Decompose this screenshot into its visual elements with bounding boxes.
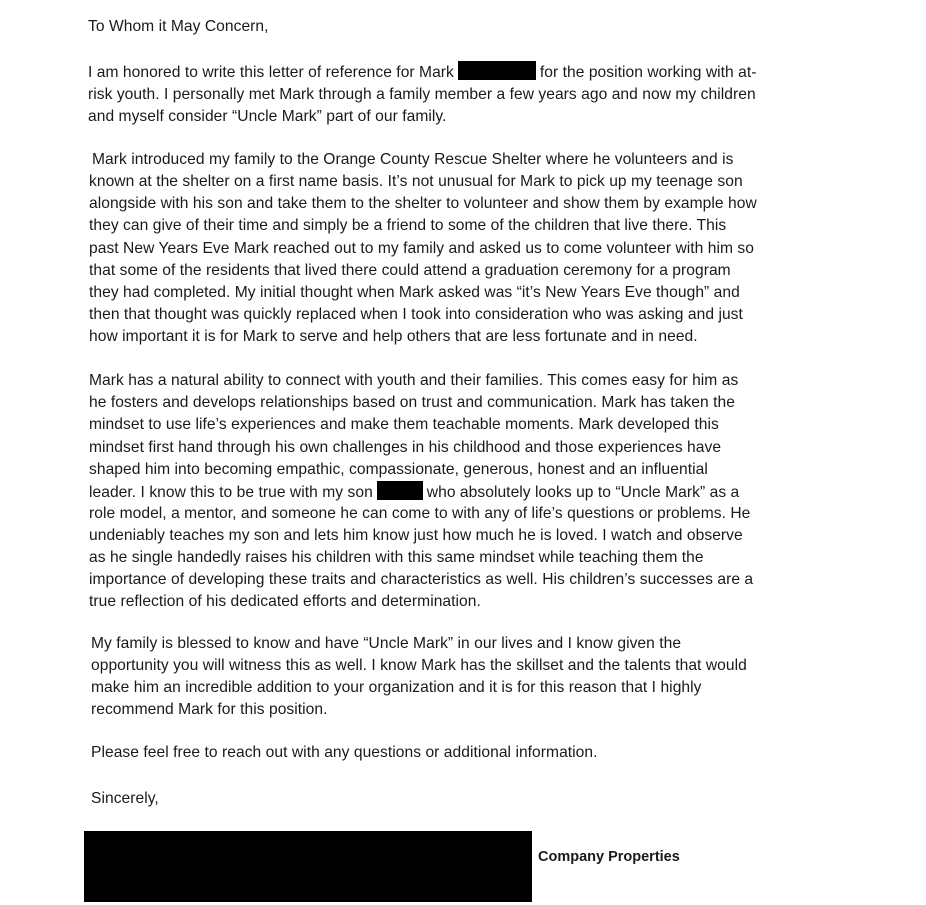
- paragraph-3-line-6-start: leader. I know this to be true with my son: [89, 484, 373, 501]
- paragraph-3-line-11: true reflection of his dedicated efforts and determination.: [89, 593, 481, 610]
- paragraph-2-line-8: then that thought was quickly replaced when I took into consideration who was asking and just: [89, 306, 743, 323]
- paragraph-3-line-1: Mark has a natural ability to connect with youth and their families. This comes easy for him as: [89, 372, 739, 389]
- paragraph-2-line-6: that some of the residents that lived there could attend a graduation ceremony for a program: [89, 262, 731, 279]
- paragraph-1-line-1-end: for the position working with at-: [539, 64, 757, 81]
- paragraph-1-line-3: and myself consider “Uncle Mark” part of our family.: [88, 108, 447, 125]
- paragraph-3-line-6-end: who absolutely looks up to “Uncle Mark” as a: [426, 484, 740, 501]
- paragraph-2-line-4: they can give of their time and simply be a friend to some of the children that live there. This: [89, 217, 727, 234]
- paragraph-2-line-1: Mark introduced my family to the Orange County Rescue Shelter where he volunteers and is: [92, 151, 734, 168]
- paragraph-5: Please feel free to reach out with any questions or additional information.: [91, 744, 598, 761]
- paragraph-3-line-2: he fosters and develops relationships based on trust and communication. Mark has taken the: [89, 394, 735, 411]
- paragraph-3-line-5: shaped him into becoming empathic, compassionate, generous, honest and an influential: [89, 461, 708, 478]
- closing: Sincerely,: [91, 790, 159, 807]
- redacted-signature-block: [84, 831, 532, 902]
- paragraph-1-line-1: [88, 61, 757, 84]
- paragraph-3-line-3: mindset to use life’s experiences and make them teachable moments. Mark developed this: [89, 416, 719, 433]
- paragraph-3-line-10: importance of developing these traits and characteristics as well. His children’s successes are a: [89, 571, 754, 588]
- redacted-surname: [458, 61, 536, 80]
- paragraph-4-line-3: make him an incredible addition to your organization and it is for this reason that I highly: [91, 679, 702, 696]
- paragraph-4-line-4: recommend Mark for this position.: [91, 701, 328, 718]
- paragraph-3-line-8: undeniably teaches my son and lets him know just how much he is loved. I watch and observe: [89, 527, 743, 544]
- paragraph-3-line-9: as he single handedly raises his children with this same mindset while teaching them the: [89, 549, 704, 566]
- paragraph-2-line-2: known at the shelter on a first name basis. It’s not unusual for Mark to pick up my teenage son: [89, 173, 743, 190]
- paragraph-1-line-2: risk youth. I personally met Mark through a family member a few years ago and now my children: [88, 86, 756, 103]
- paragraph-1-line-1-start: I am honored to write this letter of reference for Mark: [88, 64, 454, 81]
- paragraph-2-line-3: alongside with his son and take them to the shelter to volunteer and show them by example how: [89, 195, 757, 212]
- redacted-son-name: [377, 481, 423, 500]
- salutation: To Whom it May Concern,: [88, 18, 269, 35]
- paragraph-4-line-2: opportunity you will witness this as well. I know Mark has the skillset and the talents that would: [91, 657, 747, 674]
- paragraph-2-line-7: they had completed. My initial thought when Mark asked was “it’s New Years Eve though” and: [89, 284, 740, 301]
- paragraph-3-line-7: role model, a mentor, and someone he can come to with any of life’s questions or problems. He: [89, 505, 751, 522]
- company-name: Company Properties: [538, 849, 680, 865]
- paragraph-4-line-1: My family is blessed to know and have “Uncle Mark” in our lives and I know given the: [91, 635, 682, 652]
- paragraph-3-line-6: [89, 481, 739, 504]
- paragraph-2-line-5: past New Years Eve Mark reached out to my family and asked us to come volunteer with him so: [89, 240, 754, 257]
- paragraph-3-line-4: mindset first hand through his own challenges in his childhood and those experiences have: [89, 439, 722, 456]
- paragraph-2-line-9: how important it is for Mark to serve and help others that are less fortunate and in need.: [89, 328, 698, 345]
